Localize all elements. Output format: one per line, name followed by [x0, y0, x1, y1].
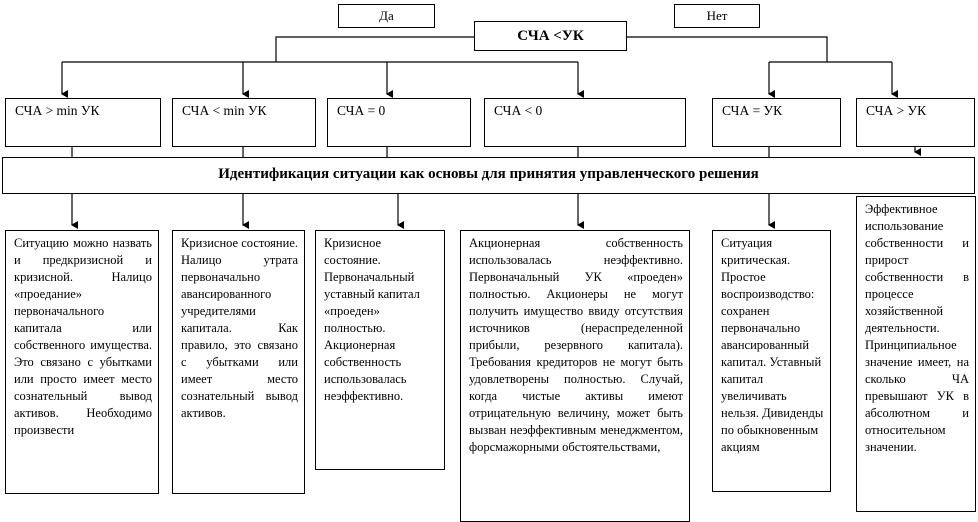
condition-box-3 [327, 98, 471, 147]
branch-yes-label [338, 4, 435, 28]
branch-no-label [674, 4, 760, 28]
description-text-4: Акционерная собственность использовалась неэффективно. Первоначальный УК «проеден» полностью. Акционеры не могут получить имущество ввиду отсутствия источников (нераспределенной прибыли, резервного капитала). Требования кредиторов не могут быть удовлетворены полностью. Случай, когда чистые активы имеют отрицательную величину, может быть вызван неэффективным менеджментом, форсмажорными обстоятельствами, [469, 236, 683, 454]
condition-text-5: СЧА = УК [722, 103, 783, 118]
description-text-5: Ситуация критическая. Простое воспроизводство: сохранен первоначально авансированный капитал. Уставный капитал увеличивать нельзя. Дивиденды по обыкновенным акциям [721, 236, 824, 454]
description-box-3 [315, 230, 445, 470]
root-condition-box [474, 21, 627, 51]
condition-text-4: СЧА < 0 [494, 103, 543, 118]
description-text-6: Эффективное использование собственности и прирост собственности в процессе хозяйственной деятельности. Принципиальное значение имеет, на сколько ЧА превышают УК в абсолютном и относительном значении. [865, 202, 969, 454]
description-box-5 [712, 230, 831, 492]
condition-box-4 [484, 98, 686, 147]
condition-text-6: СЧА > УК [866, 103, 927, 118]
branch-no-text: Нет [706, 8, 728, 23]
condition-text-2: СЧА < min УК [182, 103, 267, 118]
condition-text-1: СЧА > min УК [15, 103, 100, 118]
condition-box-2 [172, 98, 316, 147]
description-text-1: Ситуацию можно назвать и предкризисной и кризисной. Налицо «проедание» первоначального капитала или собственного имущества. Это связано с убытками или просто имеет место сознательный вывод активов. Необходимо произвести [14, 236, 152, 437]
condition-box-6 [856, 98, 975, 147]
condition-box-1 [5, 98, 161, 147]
description-box-2 [172, 230, 305, 494]
condition-box-5 [712, 98, 841, 147]
identification-banner [2, 157, 975, 194]
description-box-4 [460, 230, 690, 522]
description-text-2: Кризисное состояние. Налицо утрата первоначально авансированного учредителями капитала. Как правило, это связано с убытками или имеет место сознательный вывод активов. [181, 236, 298, 420]
description-text-3: Кризисное состояние. Первоначальный уставный капитал «проеден» полностью. Акционерная собственность использовалась неэффективно. [324, 236, 420, 403]
condition-text-3: СЧА = 0 [337, 103, 386, 118]
branch-yes-text: Да [379, 8, 394, 23]
root-condition-text: СЧА <УК [517, 28, 584, 44]
description-box-1 [5, 230, 159, 494]
description-box-6 [856, 196, 976, 512]
identification-text: Идентификация ситуации как основы для принятия управленческого решения [218, 166, 759, 182]
